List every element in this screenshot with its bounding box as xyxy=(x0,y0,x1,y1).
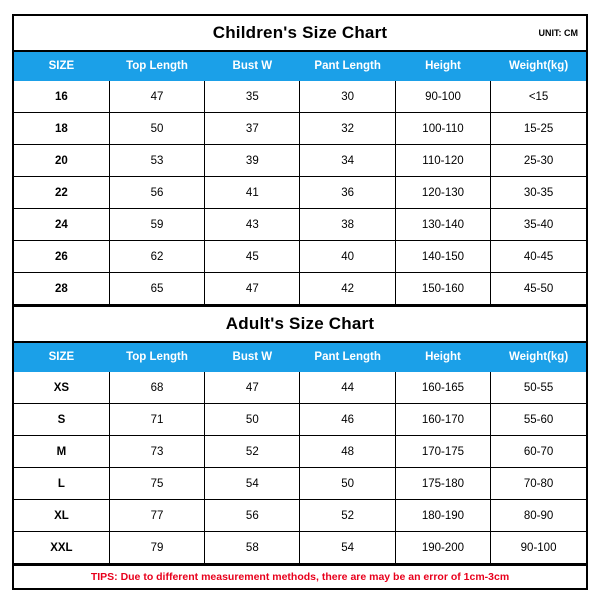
table-row xyxy=(14,113,586,145)
size-chart-container xyxy=(12,14,588,590)
table-row xyxy=(14,145,586,177)
cell-height: 140-150 xyxy=(395,241,490,273)
cell-weight: 90-100 xyxy=(491,532,586,564)
cell-top-length: 50 xyxy=(109,113,204,145)
column-header-weight: Weight(kg) xyxy=(491,52,586,81)
adult-table-header xyxy=(14,343,586,372)
cell-height: 160-165 xyxy=(395,372,490,404)
children-table-header xyxy=(14,52,586,81)
cell-top-length: 65 xyxy=(109,273,204,305)
adult-size-section xyxy=(14,305,586,564)
cell-size: XS xyxy=(14,372,109,404)
cell-size: XL xyxy=(14,500,109,532)
cell-bust-w: 47 xyxy=(205,372,300,404)
cell-top-length: 59 xyxy=(109,209,204,241)
table-row xyxy=(14,209,586,241)
cell-size: 22 xyxy=(14,177,109,209)
cell-pant-length: 52 xyxy=(300,500,395,532)
cell-pant-length: 48 xyxy=(300,436,395,468)
cell-height: 90-100 xyxy=(395,81,490,113)
cell-pant-length: 40 xyxy=(300,241,395,273)
cell-size: L xyxy=(14,468,109,500)
table-row xyxy=(14,404,586,436)
unit-label: UNIT: CM xyxy=(538,28,578,38)
cell-size: 20 xyxy=(14,145,109,177)
children-chart-title: Children's Size Chart xyxy=(212,23,388,42)
cell-pant-length: 30 xyxy=(300,81,395,113)
cell-height: 110-120 xyxy=(395,145,490,177)
cell-size: XXL xyxy=(14,532,109,564)
table-row xyxy=(14,81,586,113)
cell-bust-w: 35 xyxy=(205,81,300,113)
column-header-size: SIZE xyxy=(14,52,109,81)
column-header-weight: Weight(kg) xyxy=(491,343,586,372)
cell-weight: <15 xyxy=(491,81,586,113)
cell-pant-length: 44 xyxy=(300,372,395,404)
cell-height: 170-175 xyxy=(395,436,490,468)
cell-pant-length: 42 xyxy=(300,273,395,305)
table-row xyxy=(14,468,586,500)
cell-weight: 15-25 xyxy=(491,113,586,145)
cell-bust-w: 39 xyxy=(205,145,300,177)
cell-bust-w: 56 xyxy=(205,500,300,532)
cell-size: 26 xyxy=(14,241,109,273)
table-header-row xyxy=(14,343,586,372)
cell-size: S xyxy=(14,404,109,436)
cell-pant-length: 54 xyxy=(300,532,395,564)
adult-table-body xyxy=(14,372,586,564)
children-size-table xyxy=(14,52,586,305)
cell-pant-length: 36 xyxy=(300,177,395,209)
cell-bust-w: 54 xyxy=(205,468,300,500)
cell-pant-length: 32 xyxy=(300,113,395,145)
cell-height: 100-110 xyxy=(395,113,490,145)
cell-top-length: 71 xyxy=(109,404,204,436)
table-header-row xyxy=(14,52,586,81)
cell-pant-length: 38 xyxy=(300,209,395,241)
cell-pant-length: 46 xyxy=(300,404,395,436)
cell-height: 175-180 xyxy=(395,468,490,500)
cell-bust-w: 43 xyxy=(205,209,300,241)
table-row xyxy=(14,500,586,532)
column-header-pant-length: Pant Length xyxy=(300,343,395,372)
cell-bust-w: 58 xyxy=(205,532,300,564)
cell-size: 28 xyxy=(14,273,109,305)
tips-text: TIPS: Due to different measurement methods, there are may be an error of 1cm-3cm xyxy=(90,571,510,583)
children-size-section xyxy=(14,16,586,305)
column-header-pant-length: Pant Length xyxy=(300,52,395,81)
cell-weight: 60-70 xyxy=(491,436,586,468)
cell-bust-w: 41 xyxy=(205,177,300,209)
cell-bust-w: 47 xyxy=(205,273,300,305)
cell-size: 18 xyxy=(14,113,109,145)
table-row xyxy=(14,436,586,468)
column-header-height: Height xyxy=(395,52,490,81)
cell-top-length: 68 xyxy=(109,372,204,404)
cell-bust-w: 52 xyxy=(205,436,300,468)
adult-chart-title: Adult's Size Chart xyxy=(225,314,375,333)
cell-weight: 35-40 xyxy=(491,209,586,241)
cell-size: M xyxy=(14,436,109,468)
column-header-bust-w: Bust W xyxy=(205,343,300,372)
column-header-top-length: Top Length xyxy=(109,52,204,81)
column-header-top-length: Top Length xyxy=(109,343,204,372)
column-header-bust-w: Bust W xyxy=(205,52,300,81)
cell-pant-length: 34 xyxy=(300,145,395,177)
cell-top-length: 75 xyxy=(109,468,204,500)
cell-height: 180-190 xyxy=(395,500,490,532)
cell-height: 120-130 xyxy=(395,177,490,209)
cell-top-length: 79 xyxy=(109,532,204,564)
adult-title-row xyxy=(14,307,586,343)
table-row xyxy=(14,177,586,209)
cell-height: 190-200 xyxy=(395,532,490,564)
cell-bust-w: 37 xyxy=(205,113,300,145)
cell-top-length: 73 xyxy=(109,436,204,468)
table-row xyxy=(14,273,586,305)
cell-top-length: 47 xyxy=(109,81,204,113)
tips-row xyxy=(14,564,586,588)
cell-weight: 55-60 xyxy=(491,404,586,436)
cell-height: 150-160 xyxy=(395,273,490,305)
cell-bust-w: 50 xyxy=(205,404,300,436)
adult-size-table xyxy=(14,343,586,564)
cell-weight: 40-45 xyxy=(491,241,586,273)
cell-size: 24 xyxy=(14,209,109,241)
column-header-size: SIZE xyxy=(14,343,109,372)
cell-top-length: 62 xyxy=(109,241,204,273)
cell-weight: 45-50 xyxy=(491,273,586,305)
children-table-body xyxy=(14,81,586,305)
cell-pant-length: 50 xyxy=(300,468,395,500)
cell-weight: 70-80 xyxy=(491,468,586,500)
cell-height: 130-140 xyxy=(395,209,490,241)
cell-top-length: 77 xyxy=(109,500,204,532)
column-header-height: Height xyxy=(395,343,490,372)
cell-size: 16 xyxy=(14,81,109,113)
cell-bust-w: 45 xyxy=(205,241,300,273)
cell-weight: 30-35 xyxy=(491,177,586,209)
table-row xyxy=(14,532,586,564)
cell-top-length: 56 xyxy=(109,177,204,209)
cell-weight: 80-90 xyxy=(491,500,586,532)
cell-top-length: 53 xyxy=(109,145,204,177)
cell-height: 160-170 xyxy=(395,404,490,436)
cell-weight: 50-55 xyxy=(491,372,586,404)
children-title-row xyxy=(14,16,586,52)
table-row xyxy=(14,372,586,404)
table-row xyxy=(14,241,586,273)
cell-weight: 25-30 xyxy=(491,145,586,177)
